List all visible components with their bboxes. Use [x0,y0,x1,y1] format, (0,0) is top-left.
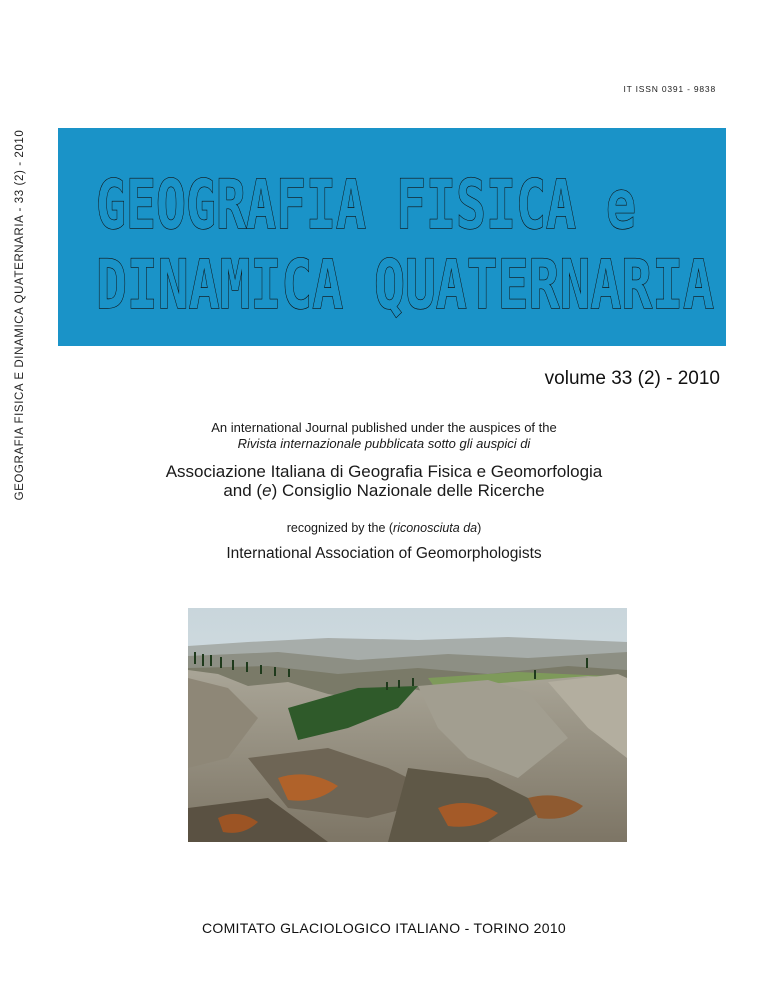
intro-line-en: An international Journal published under the auspices of the [211,420,557,435]
journal-title-line2: DINAMICA QUATERNARIA [96,246,714,325]
associations [0,462,768,500]
spine-title: GEOGRAFIA FISICA E DINAMICA QUATERNARIA - 33 (2) - 2010 [14,129,26,501]
journal-title [58,128,726,346]
badlands-landscape-image [188,608,627,842]
cnr-pre: and ( [223,481,263,500]
cover-photo [188,608,627,842]
recognized-by [0,521,768,535]
recognized-pre: recognized by the ( [286,521,394,535]
recognized-post: ) [477,521,482,535]
cnr-italic: e [262,481,272,500]
cnr-post: ) Consiglio Nazionale delle Ricerche [271,481,545,500]
iag-name: International Association of Geomorphologists [226,545,542,562]
title-banner [58,128,726,346]
association-cnr [0,481,768,500]
publisher-footer: COMITATO GLACIOLOGICO ITALIANO - TORINO 2010 [201,920,567,936]
issn-number: IT ISSN 0391 - 9838 [623,84,716,94]
association-aigeo: Associazione Italiana di Geografia Fisica e Geomorfologia [165,462,603,481]
volume-number: volume 33 (2) - 2010 [544,368,720,389]
recognized-italic: riconosciuta da [393,521,478,535]
journal-title-line1: GEOGRAFIA FISICA e [96,166,636,245]
intro-text [0,420,768,452]
intro-line-it: Rivista internazionale pubblicata sotto gli auspici di [237,436,531,451]
